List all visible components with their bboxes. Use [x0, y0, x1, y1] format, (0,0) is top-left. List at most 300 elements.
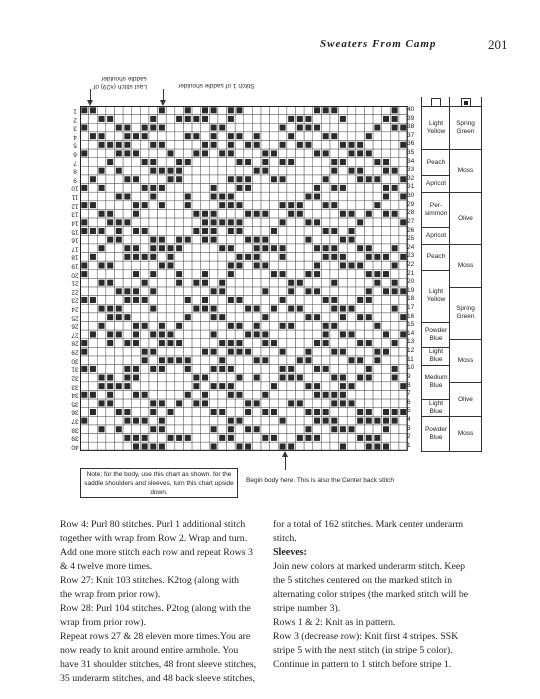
- chart-cell: [227, 278, 236, 287]
- chart-cell: [183, 209, 192, 218]
- chart-cell: [304, 261, 313, 270]
- chart-cell: [339, 227, 348, 236]
- chart-cell: [80, 287, 89, 296]
- chart-dark-stitch: [124, 435, 130, 441]
- chart-cell: [330, 339, 339, 348]
- chart-dark-stitch: [392, 418, 398, 424]
- chart-cell: [209, 356, 218, 365]
- chart-cell: [175, 330, 184, 339]
- chart-dark-stitch: [280, 202, 286, 208]
- chart-cell: [304, 158, 313, 167]
- chart-dark-stitch: [271, 340, 277, 346]
- chart-cell: [114, 158, 123, 167]
- chart-dark-stitch: [150, 306, 156, 312]
- chart-dark-stitch: [185, 297, 191, 303]
- chart-dark-stitch: [150, 409, 156, 415]
- chart-cell: [261, 218, 270, 227]
- chart-dark-stitch: [159, 357, 165, 363]
- chart-cell: [339, 166, 348, 175]
- chart-dark-stitch: [383, 194, 389, 200]
- chart-cell: [140, 149, 149, 158]
- chart-cell: [390, 434, 399, 443]
- chart-cell: [235, 140, 244, 149]
- chart-dark-stitch: [254, 262, 260, 268]
- chart-dark-stitch: [176, 280, 182, 286]
- chart-dark-stitch: [288, 400, 294, 406]
- light-color-label: Per-simmon: [422, 192, 450, 226]
- chart-cell: [313, 166, 322, 175]
- chart-dark-stitch: [107, 159, 113, 165]
- chart-cell: [97, 218, 106, 227]
- chart-cell: [287, 425, 296, 434]
- body-line: Row 3 (decrease row): Knit first 4 stripes. SSK: [273, 631, 459, 642]
- row-number-right: 39: [407, 114, 415, 122]
- chart-cell: [97, 149, 106, 158]
- chart-cell: [89, 209, 98, 218]
- chart-dark-stitch: [116, 237, 122, 243]
- light-color-label: Light Yellow: [422, 270, 450, 322]
- chart-cell: [313, 209, 322, 218]
- chart-cell: [270, 287, 279, 296]
- chart-dark-stitch: [323, 297, 329, 303]
- chart-cell: [287, 339, 296, 348]
- chart-cell: [382, 304, 391, 313]
- chart-cell: [97, 296, 106, 305]
- chart-cell: [149, 356, 158, 365]
- chart-cell: [373, 261, 382, 270]
- chart-cell: [166, 158, 175, 167]
- chart-cell: [382, 434, 391, 443]
- chart-dark-stitch: [133, 297, 139, 303]
- chart-dark-stitch: [236, 133, 242, 139]
- chart-dark-stitch: [314, 392, 320, 398]
- chart-dark-stitch: [331, 426, 337, 432]
- chart-cell: [227, 356, 236, 365]
- chart-dark-stitch: [392, 409, 398, 415]
- chart-cell: [123, 278, 132, 287]
- chart-dark-stitch: [81, 262, 87, 268]
- chart-cell: [209, 322, 218, 331]
- chart-dark-stitch: [202, 306, 208, 312]
- chart-dark-stitch: [211, 237, 217, 243]
- chart-dark-stitch: [374, 349, 380, 355]
- chart-dark-stitch: [168, 168, 174, 174]
- chart-cell: [261, 123, 270, 132]
- stitch-1-arrow: [163, 89, 164, 101]
- chart-dark-stitch: [150, 237, 156, 243]
- chart-dark-stitch: [357, 297, 363, 303]
- chart-cell: [252, 184, 261, 193]
- chart-cell: [270, 235, 279, 244]
- chart-dark-stitch: [331, 107, 337, 113]
- chart-cell: [270, 158, 279, 167]
- row-number-right: 32: [407, 174, 415, 182]
- chart-dark-stitch: [288, 159, 294, 165]
- chart-cell: [382, 339, 391, 348]
- chart-cell: [304, 399, 313, 408]
- chart-cell: [175, 347, 184, 356]
- chart-dark-stitch: [150, 349, 156, 355]
- chart-cell: [364, 166, 373, 175]
- body-line: Row 27: Knit 103 stitches. K2tog (along with: [60, 575, 240, 586]
- chart-cell: [347, 296, 356, 305]
- chart-dark-stitch: [262, 288, 268, 294]
- chart-dark-stitch: [116, 306, 122, 312]
- chart-dark-stitch: [228, 349, 234, 355]
- chart-cell: [252, 192, 261, 201]
- chart-cell: [140, 339, 149, 348]
- row-number-left: 34: [71, 391, 79, 399]
- chart-cell: [158, 278, 167, 287]
- chart-cell: [296, 192, 305, 201]
- chart-cell: [252, 296, 261, 305]
- chart-cell: [278, 166, 287, 175]
- chart-cell: [123, 209, 132, 218]
- chart-dark-stitch: [185, 133, 191, 139]
- chart-cell: [192, 330, 201, 339]
- light-color-label: Light Blue: [422, 399, 450, 416]
- chart-cell: [192, 192, 201, 201]
- chart-cell: [244, 149, 253, 158]
- chart-dark-stitch: [81, 392, 87, 398]
- chart-cell: [149, 373, 158, 382]
- chart-cell: [261, 278, 270, 287]
- chart-cell: [227, 408, 236, 417]
- chart-dark-stitch: [383, 254, 389, 260]
- chart-cell: [321, 270, 330, 279]
- chart-dark-stitch: [392, 245, 398, 251]
- chart-cell: [175, 304, 184, 313]
- chart-cell: [313, 347, 322, 356]
- chart-dark-stitch: [280, 443, 286, 449]
- chart-cell: [382, 261, 391, 270]
- chart-cell: [192, 166, 201, 175]
- chart-cell: [313, 373, 322, 382]
- chart-dark-stitch: [124, 254, 130, 260]
- chart-cell: [261, 347, 270, 356]
- chart-cell: [218, 373, 227, 382]
- chart-cell: [227, 313, 236, 322]
- chart-cell: [270, 442, 279, 451]
- row-number-left: 12: [71, 202, 79, 210]
- chart-dark-stitch: [305, 237, 311, 243]
- chart-cell: [89, 123, 98, 132]
- chart-cell: [218, 140, 227, 149]
- chart-dark-stitch: [193, 375, 199, 381]
- chart-cell: [227, 304, 236, 313]
- chart-dark-stitch: [168, 435, 174, 441]
- chart-cell: [166, 425, 175, 434]
- chart-cell: [97, 192, 106, 201]
- chart-cell: [235, 304, 244, 313]
- chart-dark-stitch: [340, 254, 346, 260]
- row-number-left: 4: [73, 133, 77, 141]
- chart-cell: [123, 270, 132, 279]
- chart-cell: [270, 261, 279, 270]
- chart-cell: [270, 132, 279, 141]
- chart-cell: [270, 356, 279, 365]
- chart-dark-stitch: [185, 392, 191, 398]
- chart-dark-stitch: [340, 331, 346, 337]
- chart-cell: [114, 339, 123, 348]
- chart-cell: [166, 227, 175, 236]
- chart-cell: [235, 244, 244, 253]
- chart-cell: [278, 425, 287, 434]
- chart-dark-stitch: [280, 271, 286, 277]
- chart-cell: [166, 347, 175, 356]
- chart-dark-stitch: [374, 176, 380, 182]
- chart-dark-stitch: [323, 254, 329, 260]
- chart-dark-stitch: [262, 237, 268, 243]
- chart-dark-stitch: [314, 340, 320, 346]
- chart-dark-stitch: [124, 383, 130, 389]
- chart-cell: [158, 227, 167, 236]
- chart-cell: [97, 416, 106, 425]
- chart-dark-stitch: [392, 168, 398, 174]
- dark-color-label: Olive: [450, 192, 481, 244]
- chart-dark-stitch: [323, 133, 329, 139]
- chart-cell: [270, 123, 279, 132]
- chart-cell: [278, 313, 287, 322]
- chart-cell: [347, 184, 356, 193]
- chart-dark-stitch: [142, 392, 148, 398]
- chart-cell: [382, 175, 391, 184]
- chart-cell: [364, 184, 373, 193]
- chart-cell: [270, 313, 279, 322]
- body-line: Join new colors at marked underarm stitch. Keep: [273, 561, 466, 572]
- chart-cell: [123, 304, 132, 313]
- chart-cell: [235, 434, 244, 443]
- chart-dark-stitch: [228, 340, 234, 346]
- chart-dark-stitch: [254, 245, 260, 251]
- chart-dark-stitch: [236, 340, 242, 346]
- chart-cell: [183, 218, 192, 227]
- chart-cell: [149, 322, 158, 331]
- chart-dark-stitch: [116, 125, 122, 131]
- body-line: stripe 5 with the next stitch (in stripe 5 color).: [273, 645, 453, 656]
- chart-cell: [192, 296, 201, 305]
- chart-cell: [390, 442, 399, 451]
- chart-dark-stitch: [400, 194, 406, 200]
- chart-cell: [270, 399, 279, 408]
- chart-cell: [296, 158, 305, 167]
- chart-dark-stitch: [340, 142, 346, 148]
- chart-dark-stitch: [331, 323, 337, 329]
- chart-cell: [166, 399, 175, 408]
- row-number-left: 15: [71, 228, 79, 236]
- chart-cell: [166, 322, 175, 331]
- chart-cell: [330, 235, 339, 244]
- chart-dark-stitch: [236, 418, 242, 424]
- chart-cell: [287, 416, 296, 425]
- chart-cell: [209, 115, 218, 124]
- chart-cell: [192, 347, 201, 356]
- chart-cell: [158, 313, 167, 322]
- row-number-right: 5: [407, 407, 411, 415]
- chart-cell: [339, 365, 348, 374]
- chart-cell: [140, 408, 149, 417]
- chart-cell: [321, 278, 330, 287]
- chart-dark-stitch: [81, 366, 87, 372]
- chart-cell: [373, 184, 382, 193]
- chart-cell: [140, 166, 149, 175]
- chart-cell: [287, 192, 296, 201]
- chart-dark-stitch: [245, 306, 251, 312]
- row-number-right: 26: [407, 226, 415, 234]
- chart-dark-stitch: [305, 357, 311, 363]
- chart-dark-stitch: [271, 228, 277, 234]
- chart-dark-stitch: [288, 211, 294, 217]
- chart-cell: [364, 123, 373, 132]
- chart-dark-stitch: [305, 435, 311, 441]
- chart-cell: [304, 244, 313, 253]
- chart-cell: [97, 356, 106, 365]
- chart-dark-stitch: [349, 211, 355, 217]
- chart-dark-stitch: [219, 435, 225, 441]
- chart-cell: [252, 313, 261, 322]
- chart-dark-stitch: [81, 202, 87, 208]
- chart-dark-stitch: [228, 245, 234, 251]
- chart-cell: [356, 270, 365, 279]
- chart-dark-stitch: [297, 306, 303, 312]
- chart-dark-stitch: [168, 254, 174, 260]
- chart-cell: [347, 339, 356, 348]
- chart-dark-stitch: [81, 349, 87, 355]
- chart-cell: [97, 313, 106, 322]
- chart-cell: [390, 132, 399, 141]
- chart-cell: [201, 339, 210, 348]
- chart-cell: [330, 408, 339, 417]
- chart-cell: [296, 425, 305, 434]
- chart-dark-stitch: [254, 331, 260, 337]
- chart-cell: [106, 132, 115, 141]
- chart-cell: [149, 296, 158, 305]
- chart-dark-stitch: [331, 400, 337, 406]
- chart-dark-stitch: [150, 443, 156, 449]
- chart-cell: [364, 106, 373, 115]
- chart-dark-stitch: [133, 323, 139, 329]
- chart-cell: [140, 175, 149, 184]
- chart-cell: [287, 330, 296, 339]
- row-number-right: 1: [407, 441, 411, 449]
- chart-dark-stitch: [107, 306, 113, 312]
- chart-cell: [183, 253, 192, 262]
- chart-dark-stitch: [211, 133, 217, 139]
- chart-dark-stitch: [280, 297, 286, 303]
- chart-cell: [97, 339, 106, 348]
- chart-cell: [89, 416, 98, 425]
- chart-cell: [166, 365, 175, 374]
- chart-dark-stitch: [340, 375, 346, 381]
- chart-cell: [321, 209, 330, 218]
- chart-cell: [296, 218, 305, 227]
- chart-dark-stitch: [349, 142, 355, 148]
- chart-dark-stitch: [124, 133, 130, 139]
- chart-cell: [373, 296, 382, 305]
- chart-cell: [261, 296, 270, 305]
- chart-cell: [270, 192, 279, 201]
- chart-cell: [218, 115, 227, 124]
- chart-cell: [347, 287, 356, 296]
- chart-dark-stitch: [168, 262, 174, 268]
- chart-cell: [244, 270, 253, 279]
- chart-cell: [80, 253, 89, 262]
- chart-dark-stitch: [323, 340, 329, 346]
- chart-dark-stitch: [202, 297, 208, 303]
- chart-cell: [390, 270, 399, 279]
- row-number-right: 14: [407, 329, 415, 337]
- chart-dark-stitch: [331, 280, 337, 286]
- chart-cell: [330, 115, 339, 124]
- chart-dark-stitch: [383, 271, 389, 277]
- chart-cell: [132, 347, 141, 356]
- chart-cell: [149, 106, 158, 115]
- chart-cell: [89, 184, 98, 193]
- chart-dark-stitch: [357, 418, 363, 424]
- chart-dark-stitch: [236, 392, 242, 398]
- chart-cell: [114, 184, 123, 193]
- row-number-right: 6: [407, 398, 411, 406]
- chart-cell: [114, 442, 123, 451]
- chart-cell: [252, 227, 261, 236]
- chart-dark-stitch: [81, 125, 87, 131]
- row-number-left: 25: [71, 314, 79, 322]
- chart-cell: [304, 149, 313, 158]
- chart-dark-stitch: [219, 366, 225, 372]
- chart-cell: [321, 140, 330, 149]
- chart-dark-stitch: [366, 176, 372, 182]
- chart-dark-stitch: [357, 435, 363, 441]
- chart-dark-stitch: [159, 185, 165, 191]
- chart-cell: [218, 227, 227, 236]
- chart-dark-stitch: [392, 125, 398, 131]
- chart-cell: [114, 296, 123, 305]
- chart-cell: [364, 115, 373, 124]
- chart-cell: [270, 140, 279, 149]
- chart-dark-stitch: [392, 262, 398, 268]
- chart-cell: [278, 408, 287, 417]
- chart-cell: [218, 235, 227, 244]
- chart-cell: [390, 347, 399, 356]
- chart-dark-stitch: [185, 194, 191, 200]
- chart-dark-stitch: [116, 194, 122, 200]
- chart-dark-stitch: [340, 237, 346, 243]
- chart-cell: [339, 132, 348, 141]
- chart-dark-stitch: [116, 219, 122, 225]
- chart-cell: [218, 106, 227, 115]
- chart-cell: [235, 313, 244, 322]
- chart-dark-stitch: [262, 168, 268, 174]
- chart-cell: [132, 158, 141, 167]
- chart-cell: [166, 270, 175, 279]
- row-number-right: 4: [407, 415, 411, 423]
- chart-cell: [114, 270, 123, 279]
- chart-cell: [270, 347, 279, 356]
- chart-dark-stitch: [90, 202, 96, 208]
- chart-dark-stitch: [81, 271, 87, 277]
- chart-cell: [373, 166, 382, 175]
- chart-cell: [321, 235, 330, 244]
- chart-cell: [89, 339, 98, 348]
- chart-dark-stitch: [305, 426, 311, 432]
- chart-cell: [183, 175, 192, 184]
- chart-cell: [123, 184, 132, 193]
- chart-cell: [227, 158, 236, 167]
- chart-dark-stitch: [245, 400, 251, 406]
- chart-cell: [192, 235, 201, 244]
- chart-cell: [390, 399, 399, 408]
- chart-cell: [373, 304, 382, 313]
